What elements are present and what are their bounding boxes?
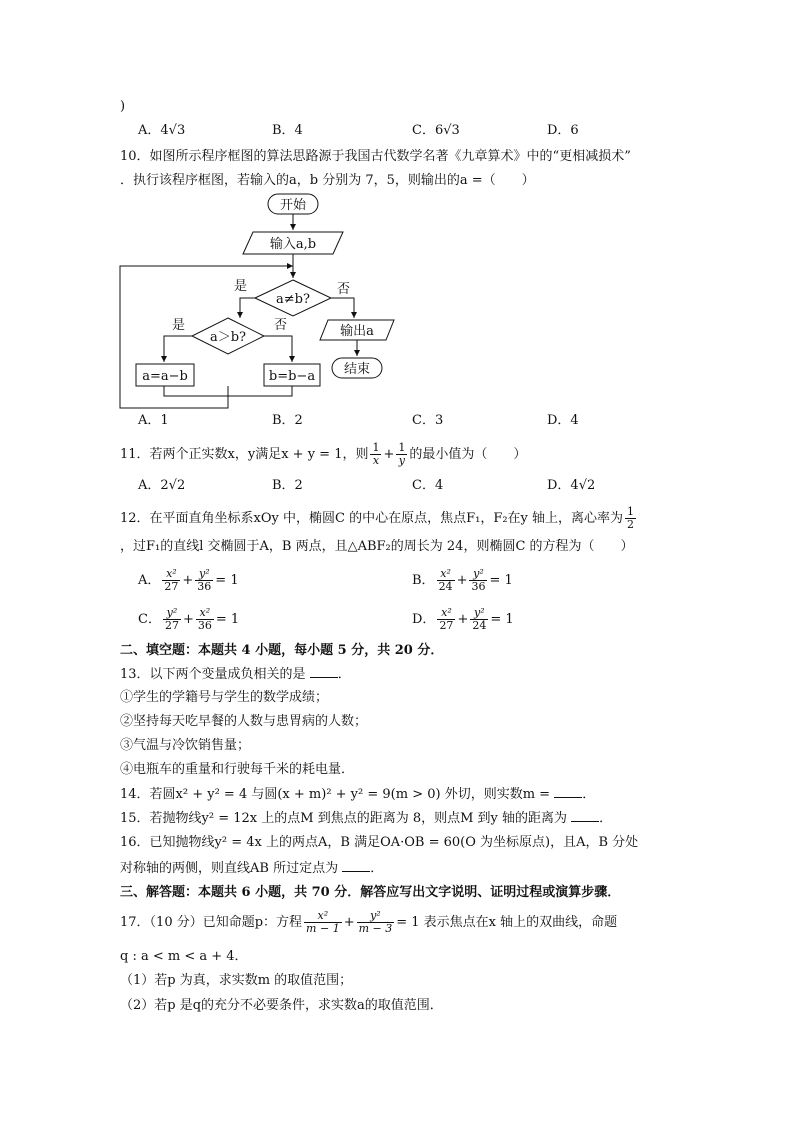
frac-den: 36 xyxy=(471,580,486,593)
flow-arrow xyxy=(264,336,292,362)
flow-decision-2-label: a＞b? xyxy=(209,330,247,345)
frac-num: y² xyxy=(163,607,181,620)
q10-stem-line1: 10．如图所示程序框图的算法思路源于我国古代数学名著《九章算术》中的“更相减损术” xyxy=(120,149,631,164)
option-label: A． xyxy=(138,573,161,588)
frac-den: 36 xyxy=(197,619,212,632)
q11-frac-2: $\frac{1}{y}$ xyxy=(398,441,406,467)
q17-stem-line1: 17．（10 分）已知命题p：方程 $\frac{\text{x²}}{m - 1}$ + $\frac{\text{y²}}{m - 3}$ = 1 表示焦点在x 轴上的双曲线，命题 xyxy=(120,909,618,935)
frac-den: 24 xyxy=(438,580,453,593)
q12-line1-text: 12．在平面直角坐标系xOy 中，椭圆C 的中心在原点，焦点F₁，F₂在y 轴上，离心率为 xyxy=(120,511,624,526)
q16-stem-line2: 对称轴的两侧，则直线AB 所过定点为 ． xyxy=(120,861,384,876)
flow-arrow xyxy=(240,298,255,318)
q14-answer-blank xyxy=(554,785,582,798)
flow-arrow xyxy=(164,336,192,362)
q17-part-2: （2）若p 是q的充分不必要条件，求实数a的取值范围． xyxy=(120,998,443,1013)
q10-option-a: A．1 xyxy=(138,413,169,428)
q11-option-b: B．2 xyxy=(272,478,303,493)
flow-end-label: 结束 xyxy=(343,362,371,377)
frac-num: x² xyxy=(162,568,180,581)
q17-suffix: = 1 表示焦点在x 轴上的双曲线，命题 xyxy=(396,915,618,930)
q11-suffix: 的最小值为（ ） xyxy=(409,447,527,462)
frac-num: y² xyxy=(470,607,488,620)
flow-no-2: 否 xyxy=(274,318,288,333)
frac-num: y² xyxy=(195,568,213,581)
q9-tail: ) xyxy=(120,99,126,114)
q12-stem-line1 xyxy=(120,506,638,531)
q12-option-a: A． $\frac{\text{x²}}{27}$ + $\frac{\text{y²}}{36}$ = 1 xyxy=(138,567,239,593)
q9-option-a: A．4√3 xyxy=(138,123,186,138)
q15-stem: 15．若抛物线y² = 12x 上的点M 到焦点的距离为 8，则点M 到y 轴的距离为 ． xyxy=(120,811,613,826)
frac-num: x² xyxy=(196,607,214,620)
q13-stem-text: 13．以下两个变量成负相关的是 xyxy=(120,667,306,682)
frac-num: y² xyxy=(469,568,487,581)
q11-prefix: 11．若两个正实数x，y满足x + y = 1，则 xyxy=(120,447,369,462)
q13-item-4: ④电瓶车的重量和行驶每千米的耗电量． xyxy=(120,762,355,777)
section-solutions-heading: 三、解答题：本题共 6 小题，共 70 分．解答应写出文字说明、证明过程或演算步骤． xyxy=(120,885,621,900)
q14-stem: 14．若圆x² + y² = 4 与圆(x + m)² + y² = 9(m > 0) 外切，则实数m = ． xyxy=(120,787,596,802)
frac-den: 27 xyxy=(164,619,179,632)
q12-stem-line2: ，过F₁的直线l 交椭圆于A，B 两点，且△ABF₂的周长为 24，则椭圆C 的方程为（ ） xyxy=(120,539,634,554)
flow-output-label: 输出a xyxy=(340,324,374,339)
q12-option-c: C． $\frac{\text{y²}}{27}$ + $\frac{\text{x²}}{36}$ = 1 xyxy=(138,606,240,632)
q10-option-b: B．2 xyxy=(272,413,303,428)
flow-loop-line xyxy=(120,266,293,408)
option-label: C． xyxy=(138,612,161,627)
q14-text: 14．若圆x² + y² = 4 与圆(x + m)² + y² = 9(m > 0) 外切，则实数m = xyxy=(120,787,551,802)
q12-option-b: B． $\frac{\text{x²}}{24}$ + $\frac{\text{y²}}{36}$ = 1 xyxy=(412,567,513,593)
q16-stem-line1: 16．已知抛物线y² = 4x 上的两点A，B 满足OA·OB = 60(O 为坐标原点)，且A，B 分处 xyxy=(120,835,639,850)
q11-option-a: A．2√2 xyxy=(138,478,186,493)
flow-yes-1: 是 xyxy=(234,279,248,294)
q13-item-2: ②坚持每天吃早餐的人数与患胃病的人数； xyxy=(120,714,368,729)
q10-option-d: D．4 xyxy=(547,413,579,428)
flow-no-1: 否 xyxy=(337,282,351,297)
q13-stem: 13．以下两个变量成负相关的是 ． xyxy=(120,667,351,682)
q11-stem: 11．若两个正实数x，y满足x + y = 1，则 $\frac{1}{x}$ + $\frac{1}{y}$ 的最小值为（ ） xyxy=(120,441,527,467)
flow-start-label: 开始 xyxy=(279,198,307,213)
q9-option-b: B．4 xyxy=(272,123,303,138)
flow-input-label: 输入a,b xyxy=(269,237,317,252)
q11-option-d: D．4√2 xyxy=(547,478,596,493)
q17-stem-line2: q : a < m < a + 4． xyxy=(120,949,248,964)
q15-answer-blank xyxy=(571,809,599,822)
frac-den: 27 xyxy=(164,580,179,593)
q10-stem-line2: ．执行该程序框图，若输入的a，b 分别为 7，5，则输出的a =（ ） xyxy=(120,173,535,188)
q13-item-3: ③气温与冷饮销售量； xyxy=(120,738,251,753)
flowchart xyxy=(118,190,418,410)
option-label: B． xyxy=(412,573,435,588)
q12-eccentricity: $\frac{1}{2}$ xyxy=(627,505,635,531)
q16-line2-text: 对称轴的两侧，则直线AB 所过定点为 xyxy=(120,861,339,876)
flow-assign-a-label: a=a−b xyxy=(142,369,188,384)
frac-den: 24 xyxy=(472,619,487,632)
q16-answer-blank xyxy=(342,859,370,872)
frac-num: x² xyxy=(437,568,455,581)
q11-frac-1: $\frac{1}{x}$ xyxy=(372,441,380,467)
flow-arrow xyxy=(331,298,354,318)
flow-yes-2: 是 xyxy=(172,318,186,333)
q12-option-d: D． $\frac{\text{x²}}{27}$ + $\frac{\text{y²}}{24}$ = 1 xyxy=(412,606,514,632)
frac-den: 27 xyxy=(439,619,454,632)
flow-assign-b-label: b=b−a xyxy=(268,369,316,384)
q17-part-1: （1）若p 为真，求实数m 的取值范围； xyxy=(120,973,353,988)
q15-text: 15．若抛物线y² = 12x 上的点M 到焦点的距离为 8，则点M 到y 轴的距离为 xyxy=(120,811,568,826)
option-label: D． xyxy=(412,612,436,627)
q17-prefix: 17．（10 分）已知命题p：方程 xyxy=(120,915,303,930)
q13-answer-blank xyxy=(310,665,338,678)
q13-item-1: ①学生的学籍号与学生的数学成绩； xyxy=(120,690,329,705)
q9-option-d: D．6 xyxy=(547,123,579,138)
frac-num: x² xyxy=(437,607,455,620)
q11-option-c: C．4 xyxy=(412,478,444,493)
flow-decision-1-label: a≠b? xyxy=(276,292,310,307)
q10-option-c: C．3 xyxy=(412,413,444,428)
frac-den: 36 xyxy=(197,580,212,593)
q9-option-c: C．6√3 xyxy=(412,123,460,138)
section-fill-in-heading: 二、填空题：本题共 4 小题，每小题 5 分，共 20 分． xyxy=(120,643,444,658)
